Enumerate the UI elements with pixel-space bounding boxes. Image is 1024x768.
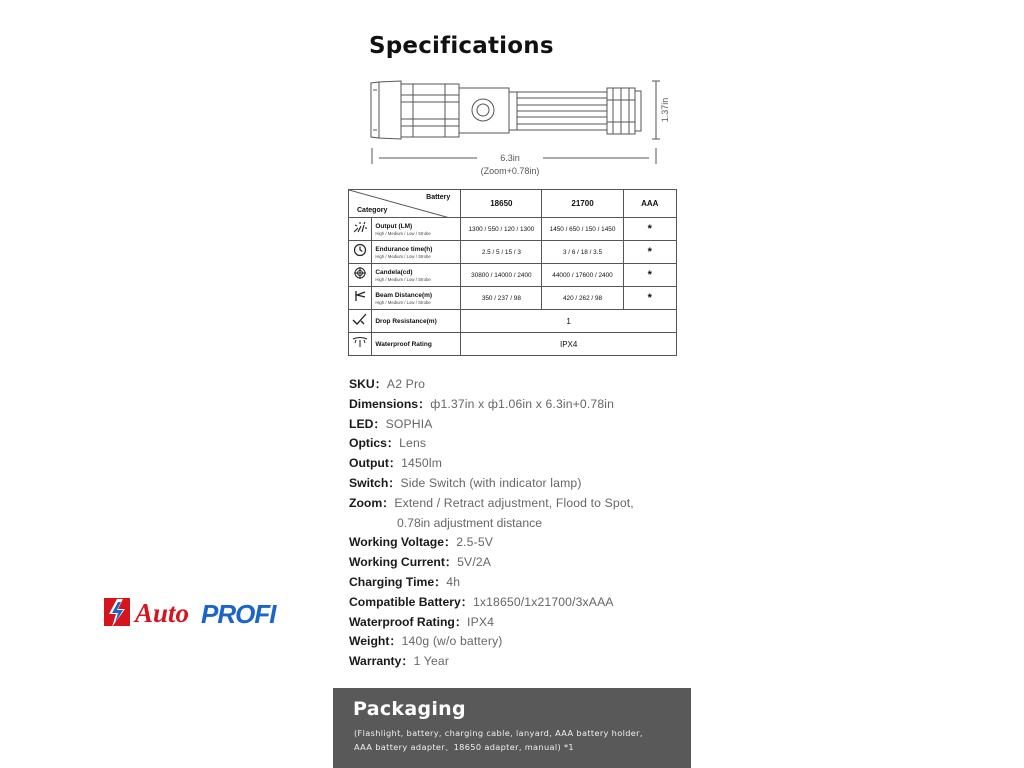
value-21700: 420 / 262 / 98 — [542, 287, 623, 310]
spec-value: 2.5-5V — [456, 535, 494, 550]
spec-switch — [349, 474, 679, 494]
value-21700: 1450 / 650 / 150 / 1450 — [542, 218, 623, 241]
waterproof-value: IPX4 — [461, 333, 677, 356]
spec-value: SOPHIA — [385, 416, 433, 431]
table-row-drop-resistance — [349, 310, 677, 333]
spec-output — [349, 454, 679, 474]
mode-caption: High / Medium / Low / Strobe — [375, 230, 431, 236]
spec-label: Optics： — [349, 436, 400, 451]
drop-resistance-icon — [349, 310, 372, 333]
spec-table — [348, 189, 677, 356]
category-cell — [372, 218, 461, 241]
spec-label: Working Current： — [349, 555, 458, 570]
table-row-waterproof — [349, 333, 677, 356]
table-corner — [349, 190, 461, 218]
category-cell — [372, 333, 461, 356]
corner-category-label: Category — [357, 207, 388, 214]
spec-label: Warranty： — [349, 654, 414, 669]
spec-weight — [349, 632, 679, 652]
page-title: Specifications — [369, 33, 554, 59]
logo-auto-text: Auto — [135, 598, 190, 628]
packaging-line-1: (Flashlight, battery, charging cable, lanyard, AAA battery holder, — [354, 728, 643, 738]
spec-value: 0.78in adjustment distance — [397, 515, 542, 530]
spec-zoom — [349, 494, 679, 514]
spec-optics — [349, 434, 679, 454]
spec-label: Weight： — [349, 634, 402, 649]
value-21700: 44000 / 17600 / 2400 — [542, 264, 623, 287]
spec-value: Lens — [399, 436, 427, 451]
category-name: Candela(cd) — [375, 268, 413, 276]
packaging-section — [333, 688, 691, 768]
mode-caption: High / Medium / Low / Strobe — [375, 253, 431, 259]
value-aaa: * — [623, 218, 676, 241]
spec-label: Dimensions： — [349, 396, 431, 411]
value-18650: 30800 / 14000 / 2400 — [461, 264, 542, 287]
spec-value: 1450lm — [401, 456, 442, 471]
value-18650: 2.5 / 5 / 15 / 3 — [461, 241, 542, 264]
diameter-label: 1.37in — [660, 97, 670, 123]
packaging-title: Packaging — [353, 698, 466, 720]
spec-label: SKU： — [349, 377, 387, 391]
spec-dimensions — [349, 395, 679, 415]
candela-icon — [349, 264, 372, 287]
spec-zoom-continued — [349, 514, 679, 534]
lightning-icon — [104, 598, 130, 627]
logo-profi-text: PROFI — [201, 599, 276, 629]
spec-value: 5V/2A — [457, 555, 492, 570]
waterproof-icon — [349, 333, 372, 356]
spec-value: 4h — [446, 574, 461, 589]
beam-distance-icon — [349, 287, 372, 310]
category-name: Waterproof Rating — [375, 340, 432, 348]
mode-caption: High / Medium / Low / Strobe — [375, 276, 431, 282]
value-aaa: * — [623, 241, 676, 264]
spec-value: A2 Pro — [386, 377, 426, 391]
spec-working-current — [349, 553, 679, 573]
spec-warranty — [349, 652, 679, 672]
packaging-line-2: AAA battery adapter、18650 adapter, manual) *1 — [354, 742, 574, 752]
spec-value: IPX4 — [467, 614, 495, 629]
spec-sku — [349, 375, 679, 395]
category-cell — [372, 241, 461, 264]
spec-label: Zoom： — [349, 495, 395, 510]
category-cell — [372, 287, 461, 310]
table-row-beam-distance — [349, 287, 677, 310]
value-18650: 1300 / 550 / 120 / 1300 — [461, 218, 542, 241]
spec-led — [349, 415, 679, 435]
spec-label: Charging Time： — [349, 574, 447, 589]
column-header-18650: 18650 — [461, 190, 542, 218]
table-header-row — [349, 190, 677, 218]
spec-label: LED： — [349, 416, 386, 431]
spec-charging-time — [349, 573, 679, 593]
spec-label: Waterproof Rating： — [349, 614, 468, 629]
spec-waterproof-rating — [349, 613, 679, 633]
output-icon — [349, 218, 372, 241]
value-21700: 3 / 6 / 18 / 3.5 — [542, 241, 623, 264]
spec-value: ф1.37in x ф1.06in x 6.3in+0.78in — [430, 396, 615, 411]
spec-sheet — [333, 0, 691, 768]
table-row-endurance — [349, 241, 677, 264]
spec-label: Output： — [349, 456, 402, 471]
spec-list — [349, 375, 679, 672]
zoom-label: (Zoom+0.78in) — [480, 166, 540, 176]
spec-value: Side Switch (with indicator lamp) — [400, 475, 582, 490]
table-row-candela — [349, 264, 677, 287]
autoprofi-logo — [103, 597, 308, 629]
flashlight-diagram — [369, 78, 689, 178]
category-name: Beam Distance(m) — [375, 291, 433, 299]
spec-compatible-battery — [349, 593, 679, 613]
value-aaa: * — [623, 264, 676, 287]
length-label: 6.3in — [500, 153, 520, 163]
category-name: Output (LM) — [375, 222, 413, 230]
value-18650: 350 / 237 / 98 — [461, 287, 542, 310]
spec-value: 1x18650/1x21700/3xAAA — [472, 594, 614, 609]
spec-label: Switch： — [349, 475, 401, 490]
spec-label: Compatible Battery： — [349, 594, 473, 609]
column-header-21700: 21700 — [542, 190, 623, 218]
category-cell — [372, 264, 461, 287]
mode-caption: High / Medium / Low / Strobe — [375, 299, 431, 305]
category-cell — [372, 310, 461, 333]
spec-value: 140g (w/o battery) — [401, 634, 503, 649]
column-header-aaa: AAA — [623, 190, 676, 218]
spec-label: Working Voltage： — [349, 535, 457, 550]
spec-value: Extend / Retract adjustment, Flood to Spot, — [394, 495, 634, 510]
category-name: Drop Resistance(m) — [375, 317, 437, 325]
drop-value: 1 — [461, 310, 677, 333]
category-name: Endurance time(h) — [375, 245, 433, 253]
value-aaa: * — [623, 287, 676, 310]
spec-value: 1 Year — [413, 654, 450, 669]
spec-working-voltage — [349, 533, 679, 553]
corner-battery-label: Battery — [426, 194, 451, 201]
table-row-output — [349, 218, 677, 241]
clock-icon — [349, 241, 372, 264]
